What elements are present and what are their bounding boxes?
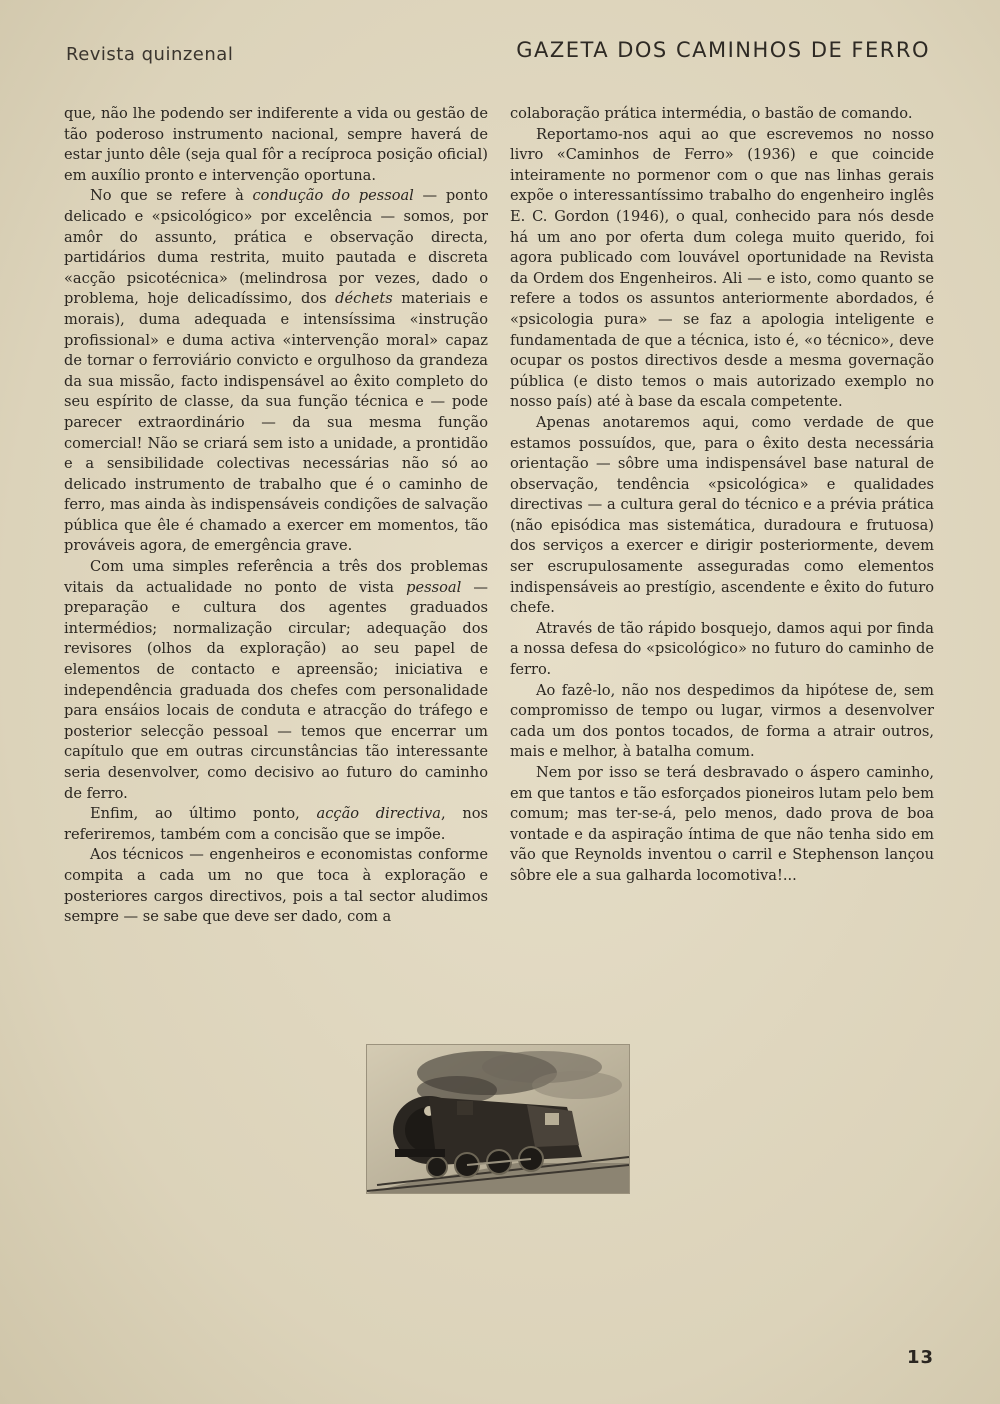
- italic-term: déchets: [335, 290, 393, 308]
- text-run: Com uma simples referência a três dos problemas vitais da actualidade no ponto de vista: [64, 558, 488, 596]
- paragraph: Ao fazê-lo, não nos despedimos da hipótese de, sem compromisso de tempo ou lugar, virmos a desenvolver cada um dos pontos tocados, de forma a atrair outros, mais e melhor, à batalha comum.: [510, 681, 934, 761]
- paragraph: Aos técnicos — engenheiros e economistas conforme compita a cada um no que toca à exploração e posteriores cargos directivos, pois a tal sector aludimos sempre — se sabe que deve ser dado, com a: [64, 846, 488, 926]
- italic-term: condução do pessoal: [252, 187, 414, 205]
- paragraph: Através de tão rápido bosquejo, damos aqui por finda a nossa defesa do «psicológico» no futuro do caminho de ferro.: [510, 619, 934, 679]
- text-run: — ponto delicado e «psicológico» por excelência — somos, por amôr do assunto, prática e observação directa, partidários duma restrita, muito pautada e discreta «acção psicotécnica» (melindrosa por vezes, dado o problema, hoje delicadíssimo, dos: [64, 187, 488, 308]
- paragraph: que, não lhe podendo ser indiferente a vida ou gestão de tão poderoso instrumento nacional, sempre haverá de estar junto dêle (seja qual fôr a recíproca posição oficial) em auxílio pronto e intervenção oportuna.: [64, 105, 488, 184]
- locomotive-photo: [366, 1044, 630, 1194]
- right-column: [510, 104, 934, 887]
- paragraph: [64, 557, 488, 804]
- paragraph: [64, 186, 488, 557]
- paragraph: [64, 804, 488, 845]
- journal-title: GAZETA DOS CAMINHOS DE FERRO: [516, 38, 930, 62]
- paragraph: Nem por isso se terá desbravado o áspero caminho, em que tantos e tão esforçados pioneiros lutam pelo bem comum; mas ter-se-á, pelo menos, dado prova de boa vontade e da aspiração íntima de que não tenha sido em vão que Reynolds inventou o carril e Stephenson lançou sôbre ele a sua galharda locomotiva!...: [510, 764, 934, 884]
- left-column: [64, 104, 488, 928]
- text-run: materiais e morais), duma adequada e intensíssima «instrução profissional» e duma activa «intervenção moral» capaz de tornar o ferroviário convicto e orgulhoso da grandeza da sua missão, facto indispensável ao êxito completo do seu espírito de classe, da sua função técnica e — pode parecer extraordinário — da sua mesma função comercial! Não se criará sem isto a unidade, a prontidão e a sensibilidade colectivas necessárias não só ao delicado instrumento de trabalho que é o caminho de ferro, mas ainda às indispensáveis condições de salvação pública que êle é chamado a exercer em momentos, tão prováveis agora, de emergência grave.: [64, 290, 488, 555]
- header-left: Revista quinzenal: [66, 44, 234, 65]
- italic-term: acção directiva: [316, 805, 442, 823]
- text-run: — preparação e cultura dos agentes graduados intermédios; normalização circular; adequação dos revisores (olhos da exploração) ao seu papel de elementos de contacto e apreensão; iniciativa e independência graduada dos chefes com personalidade para ensáios locais de conduta e atracção do tráfego e posterior selecção pessoal — temos que encerrar um capítulo que em outras circunstâncias tão interessante seria desenvolver, como decisivo ao futuro do caminho de ferro.: [64, 578, 488, 802]
- italic-term: pessoal: [406, 578, 462, 596]
- page-number: 13: [906, 1347, 934, 1368]
- text-run: No que se refere à: [90, 187, 253, 205]
- paragraph: Apenas anotaremos aqui, como verdade de que estamos possuídos, que, para o êxito desta necessária orientação — sôbre uma indispensável base natural de observação, tendência «psicológica» e qualidades directivas — a cultura geral do técnico e a prévia prática (não episódica mas sistemática, duradoura e frutuosa) dos serviços a exercer e dirigir posteriormente, devem ser escrupulosamente asseguradas como elementos indispensáveis ao prestígio, ascendente e êxito do futuro chefe.: [510, 413, 934, 617]
- paragraph: Reportamo-nos aqui ao que escrevemos no nosso livro «Caminhos de Ferro» (1936) e que coincide inteiramente no pormenor com o que nas linhas gerais expõe o interessantíssimo trabalho do engenheiro inglês E. C. Gordon (1946), o qual, conhecido para nós desde há um ano por oferta dum colega muito querido, foi agora publicado com louvável oportunidade na Revista da Ordem dos Engenheiros. Ali — e isto, como quanto se refere a todos os assuntos anteriormente abordados, é «psicologia pura» — se faz a apologia inteligente e fundamentada de que a técnica, isto é, «o técnico», deve ocupar os postos directivos desde a mesma governação pública (e disto temos o mais autorizado exemplo no nosso país) até à base da escala competente.: [510, 125, 934, 411]
- locomotive-illustration: [367, 1045, 629, 1193]
- text-run: , nos referiremos, também com a concisão que se impõe.: [64, 805, 489, 843]
- text-run: Enfim, ao último ponto,: [90, 805, 317, 823]
- paragraph: colaboração prática intermédia, o bastão de comando.: [510, 105, 913, 122]
